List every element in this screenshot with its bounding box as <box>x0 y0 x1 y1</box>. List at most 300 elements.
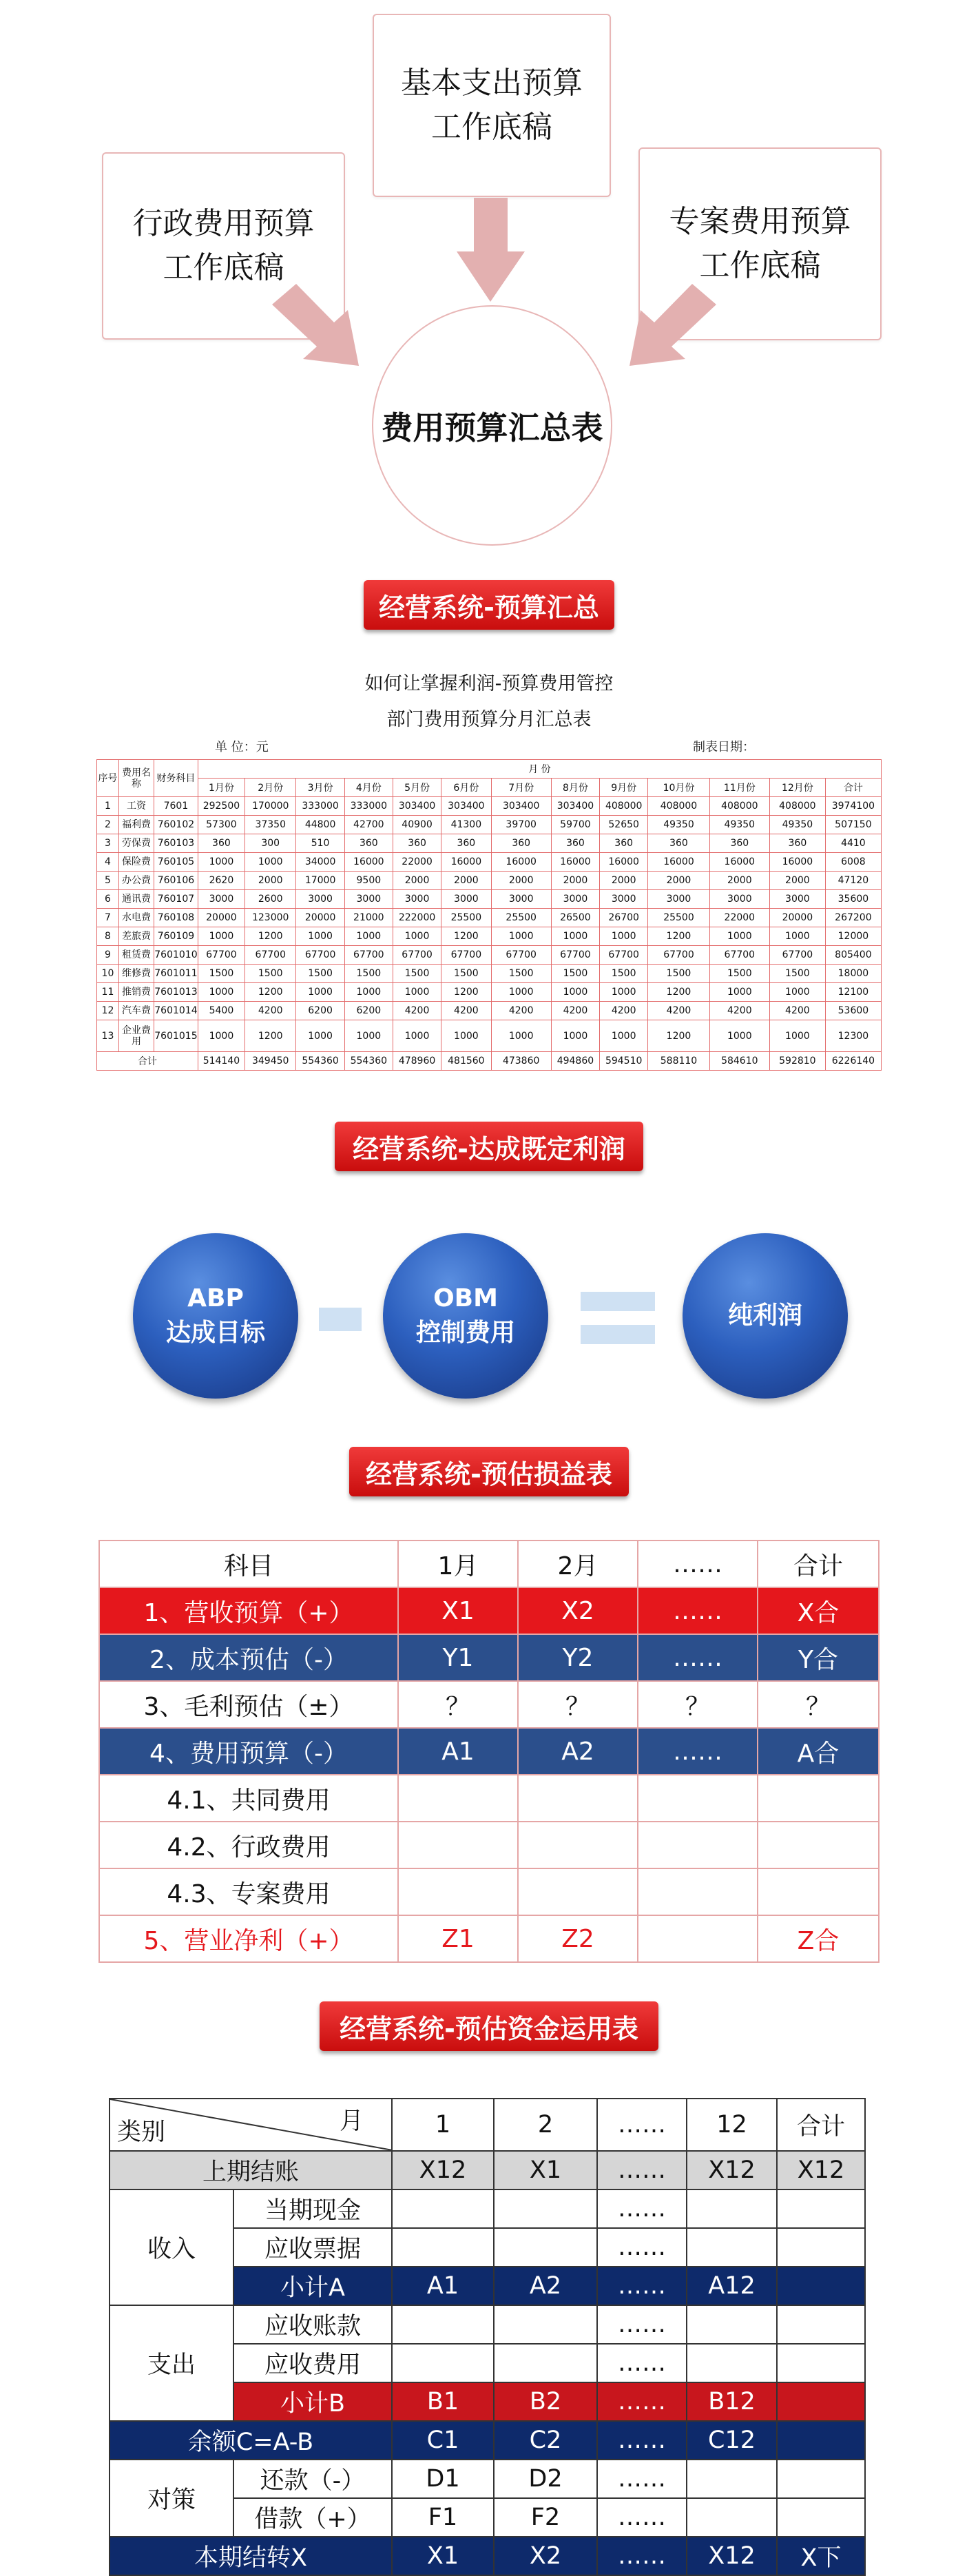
table-cell: 2000 <box>244 872 296 890</box>
table-cell: 1000 <box>600 927 648 946</box>
table-cell: 2000 <box>491 872 551 890</box>
table-cell: 67700 <box>551 946 599 965</box>
table-cell: 1000 <box>600 983 648 1002</box>
table-cell: 7601010 <box>154 946 198 965</box>
pl-value-cell <box>638 1822 758 1868</box>
pl-row <box>99 1728 879 1775</box>
pl-forecast-table <box>98 1540 880 1963</box>
month-header-cell: 9月份 <box>600 779 648 797</box>
pl-value-cell: X合 <box>758 1587 879 1634</box>
table-cell: 4200 <box>393 1002 441 1020</box>
table-cell: 3000 <box>769 890 825 909</box>
table-cell: 2000 <box>648 872 709 890</box>
table-cell: 300 <box>244 834 296 853</box>
table-cell: 租赁费 <box>118 946 154 965</box>
pl-header-row <box>99 1541 879 1587</box>
table-cell: 3000 <box>441 890 491 909</box>
table-cell: 2000 <box>769 872 825 890</box>
table-cell: 40900 <box>393 816 441 834</box>
table-cell: 1000 <box>551 927 599 946</box>
table-cell: 12300 <box>825 1020 881 1052</box>
pl-row <box>99 1915 879 1962</box>
cash-value-cell <box>392 2344 494 2382</box>
cash-value-cell <box>392 2228 494 2267</box>
cash-value-cell: …… <box>597 2228 687 2267</box>
cash-item-label: 应收票据 <box>233 2228 392 2267</box>
pl-value-cell <box>518 1868 638 1915</box>
table-cell: 4200 <box>600 1002 648 1020</box>
cash-value-cell <box>687 2498 777 2537</box>
cash-group-label: 收入 <box>110 2189 233 2305</box>
table-cell: 1000 <box>393 983 441 1002</box>
cash-item-label: 应收费用 <box>233 2344 392 2382</box>
table-cell: 7601 <box>154 797 198 816</box>
cash-value-cell <box>777 2344 865 2382</box>
cash-value-cell: C2 <box>494 2421 597 2460</box>
cash-value-cell: X12 <box>392 2151 494 2189</box>
cash-value-cell: X12 <box>687 2151 777 2189</box>
table-cell: 360 <box>198 834 244 853</box>
basic-expense-worksheet-box: 基本支出预算 工作底稿 <box>373 14 611 197</box>
table-cell: 760106 <box>154 872 198 890</box>
total-cell: 349450 <box>244 1052 296 1071</box>
corner-month-label: 月 <box>339 2108 364 2135</box>
cash-value-cell: …… <box>597 2305 687 2344</box>
pl-value-cell: X2 <box>518 1587 638 1634</box>
table-cell: 5400 <box>198 1002 244 1020</box>
table-cell: 1000 <box>296 927 344 946</box>
table-cell: 3974100 <box>825 797 881 816</box>
pl-value-cell: A2 <box>518 1728 638 1775</box>
table-cell: 360 <box>491 834 551 853</box>
table-cell: 67700 <box>393 946 441 965</box>
cash-value-cell: D2 <box>494 2460 597 2498</box>
table-cell: 20000 <box>198 909 244 927</box>
month-header-cell: 10月份 <box>648 779 709 797</box>
table-cell: 3000 <box>296 890 344 909</box>
table-cell: 41300 <box>441 816 491 834</box>
table-cell: 1000 <box>769 927 825 946</box>
cash-group-label: 支出 <box>110 2305 233 2421</box>
table-cell: 汽车费 <box>118 1002 154 1020</box>
table-cell: 2000 <box>600 872 648 890</box>
table-cell: 4200 <box>441 1002 491 1020</box>
table-cell: 16000 <box>769 853 825 872</box>
cash-row <box>110 2537 865 2575</box>
table-cell: 44800 <box>296 816 344 834</box>
table-cell: 7601014 <box>154 1002 198 1020</box>
table-cell: 2600 <box>244 890 296 909</box>
table-cell: 2000 <box>441 872 491 890</box>
cash-forecast-table <box>109 2098 866 2576</box>
table-cell: 2000 <box>393 872 441 890</box>
abp-goal-label: 达成目标 <box>165 1319 265 1347</box>
corner-category-label: 类别 <box>117 2119 166 2146</box>
table-cell: 1500 <box>491 965 551 983</box>
table-cell: 6200 <box>344 1002 393 1020</box>
table-cell: 1000 <box>491 927 551 946</box>
project-expense-worksheet-box: 专案费用预算 工作底稿 <box>638 147 882 340</box>
table-cell: 760102 <box>154 816 198 834</box>
table-cell: 123000 <box>244 909 296 927</box>
table-cell: 12 <box>97 1002 119 1020</box>
cash-value-cell: X12 <box>777 2151 865 2189</box>
minus-sign <box>319 1308 362 1331</box>
arrow-down-left <box>630 284 716 366</box>
table-cell: 1200 <box>244 983 296 1002</box>
pl-value-cell: Y合 <box>758 1634 879 1681</box>
pl-row <box>99 1822 879 1868</box>
total-cell: 6226140 <box>825 1052 881 1071</box>
month-header-cell: 合计 <box>825 779 881 797</box>
abp-label: ABP <box>187 1284 244 1312</box>
pl-item-label: 2、成本预估（-） <box>99 1634 398 1681</box>
cash-value-cell <box>687 2305 777 2344</box>
obm-label: OBM <box>433 1284 498 1312</box>
table-cell: 67700 <box>648 946 709 965</box>
table-cell: 16000 <box>600 853 648 872</box>
cash-value-cell <box>687 2460 777 2498</box>
table-cell: 360 <box>441 834 491 853</box>
table-cell: 1500 <box>600 965 648 983</box>
table-cell: 303400 <box>441 797 491 816</box>
pl-item-label: 3、毛利预估（±） <box>99 1681 398 1728</box>
table-row <box>97 1020 882 1052</box>
cash-value-cell: …… <box>597 2344 687 2382</box>
table-cell: 1000 <box>344 983 393 1002</box>
table-cell: 26500 <box>551 909 599 927</box>
total-row <box>97 1052 882 1071</box>
cash-value-cell: C12 <box>687 2421 777 2460</box>
table-cell: 222000 <box>393 909 441 927</box>
pl-value-cell: A1 <box>398 1728 518 1775</box>
table-cell: 8 <box>97 927 119 946</box>
table-cell: 3000 <box>709 890 769 909</box>
table-cell: 5 <box>97 872 119 890</box>
table-cell: 2620 <box>198 872 244 890</box>
cash-value-cell: …… <box>597 2151 687 2189</box>
table-cell: 1200 <box>648 1020 709 1052</box>
cash-row <box>110 2421 865 2460</box>
monthly-title: 如何让掌握利润-预算费用管控 <box>364 673 614 694</box>
table-cell: 9 <box>97 946 119 965</box>
total-cell: 554360 <box>344 1052 393 1071</box>
pl-header-cell: 1月 <box>398 1541 518 1587</box>
table-cell: 22000 <box>393 853 441 872</box>
month-header-cell: 11月份 <box>709 779 769 797</box>
obm-cost-ball <box>383 1233 548 1399</box>
pl-row <box>99 1587 879 1634</box>
table-cell: 16000 <box>709 853 769 872</box>
table-cell: 20000 <box>769 909 825 927</box>
table-cell: 67700 <box>491 946 551 965</box>
pl-item-label: 4.1、共同费用 <box>99 1775 398 1822</box>
cash-value-cell: C1 <box>392 2421 494 2460</box>
table-cell: 1000 <box>769 983 825 1002</box>
table-cell: 67700 <box>769 946 825 965</box>
table-cell: 3000 <box>344 890 393 909</box>
table-cell: 1000 <box>198 927 244 946</box>
table-row <box>97 872 882 890</box>
table-row <box>97 927 882 946</box>
table-cell: 408000 <box>709 797 769 816</box>
cash-value-cell <box>777 2460 865 2498</box>
cash-value-cell <box>687 2344 777 2382</box>
month-header-cell: 12月份 <box>769 779 825 797</box>
pl-value-cell <box>758 1822 879 1868</box>
cash-item-label: 本期结转X <box>110 2537 392 2575</box>
cash-value-cell: F2 <box>494 2498 597 2537</box>
table-cell: 1000 <box>296 1020 344 1052</box>
admin-expense-worksheet-box: 行政费用预算 工作底稿 <box>102 152 345 340</box>
total-cell: 594510 <box>600 1052 648 1071</box>
pl-value-cell: …… <box>638 1587 758 1634</box>
pl-value-cell: ？ <box>638 1681 758 1728</box>
table-cell: 333000 <box>296 797 344 816</box>
net-profit-ball <box>683 1233 848 1399</box>
pl-value-cell: Y1 <box>398 1634 518 1681</box>
table-cell: 67700 <box>709 946 769 965</box>
pl-value-cell: Z合 <box>758 1915 879 1962</box>
table-cell: 34000 <box>296 853 344 872</box>
arrow-down-right <box>272 284 359 366</box>
cash-value-cell: D1 <box>392 2460 494 2498</box>
date-label: 制表日期： <box>693 740 755 754</box>
table-cell: 360 <box>551 834 599 853</box>
pl-value-cell <box>758 1775 879 1822</box>
pl-header-cell: 合计 <box>758 1541 879 1587</box>
cash-value-cell <box>494 2344 597 2382</box>
cash-col-header: …… <box>597 2099 687 2151</box>
table-cell: 170000 <box>244 797 296 816</box>
table-cell: 37350 <box>244 816 296 834</box>
month-header-cell: 4月份 <box>344 779 393 797</box>
table-cell: 1500 <box>441 965 491 983</box>
pl-value-cell: X1 <box>398 1587 518 1634</box>
cash-value-cell <box>777 2382 865 2421</box>
table-cell: 67700 <box>344 946 393 965</box>
table-cell: 1000 <box>709 983 769 1002</box>
col-header-index: 序号 <box>97 760 119 797</box>
table-cell: 1500 <box>393 965 441 983</box>
cash-value-cell <box>687 2189 777 2228</box>
cash-item-label: 应收账款 <box>233 2305 392 2344</box>
table-cell: 3000 <box>648 890 709 909</box>
table-row <box>97 965 882 983</box>
cash-col-header: 合计 <box>777 2099 865 2151</box>
table-cell: 333000 <box>344 797 393 816</box>
table-cell: 3000 <box>491 890 551 909</box>
monthly-subtitle: 部门费用预算分月汇总表 <box>386 709 592 730</box>
table-cell: 39700 <box>491 816 551 834</box>
table-cell: 57300 <box>198 816 244 834</box>
table-cell: 760108 <box>154 909 198 927</box>
table-cell: 4200 <box>244 1002 296 1020</box>
table-cell: 16000 <box>441 853 491 872</box>
table-cell: 67700 <box>600 946 648 965</box>
table-row <box>97 816 882 834</box>
pl-header-cell: 科目 <box>99 1541 398 1587</box>
cash-value-cell: A2 <box>494 2267 597 2305</box>
table-cell: 67700 <box>198 946 244 965</box>
table-cell: 26700 <box>600 909 648 927</box>
table-cell: 1500 <box>648 965 709 983</box>
month-header-row <box>97 779 882 797</box>
pl-value-cell: Z2 <box>518 1915 638 1962</box>
table-cell: 360 <box>709 834 769 853</box>
table-cell: 4200 <box>769 1002 825 1020</box>
pl-value-cell <box>518 1822 638 1868</box>
unit-label: 单 位：元 <box>215 740 269 754</box>
table-cell: 49350 <box>769 816 825 834</box>
table-cell: 16000 <box>648 853 709 872</box>
table-cell: 2000 <box>709 872 769 890</box>
cash-value-cell: …… <box>597 2498 687 2537</box>
cash-row <box>110 2305 865 2344</box>
section-banner-cash-forecast: 经营系统-预估资金运用表 <box>320 2001 658 2051</box>
table-header-row <box>97 760 882 779</box>
table-cell: 760109 <box>154 927 198 946</box>
table-cell: 760107 <box>154 890 198 909</box>
table-cell: 303400 <box>551 797 599 816</box>
pl-value-cell: ？ <box>398 1681 518 1728</box>
table-cell: 760103 <box>154 834 198 853</box>
table-cell: 1000 <box>491 983 551 1002</box>
table-cell: 1000 <box>198 853 244 872</box>
table-cell: 福利费 <box>118 816 154 834</box>
pl-value-cell <box>518 1775 638 1822</box>
cash-value-cell <box>494 2189 597 2228</box>
table-cell: 1000 <box>551 1020 599 1052</box>
table-cell: 47120 <box>825 872 881 890</box>
table-cell: 360 <box>393 834 441 853</box>
table-cell: 3000 <box>600 890 648 909</box>
table-cell: 12000 <box>825 927 881 946</box>
prev-balance-row <box>110 2151 865 2189</box>
table-cell: 20000 <box>296 909 344 927</box>
table-cell: 67700 <box>296 946 344 965</box>
expense-budget-summary-circle: 费用预算汇总表 <box>372 305 612 546</box>
cash-item-label: 小计A <box>233 2267 392 2305</box>
table-cell: 4200 <box>551 1002 599 1020</box>
cash-value-cell <box>777 2228 865 2267</box>
table-cell: 1000 <box>600 1020 648 1052</box>
table-cell: 1000 <box>441 1020 491 1052</box>
table-cell: 1200 <box>244 1020 296 1052</box>
table-cell: 805400 <box>825 946 881 965</box>
cash-value-cell <box>777 2498 865 2537</box>
table-cell: 保险费 <box>118 853 154 872</box>
total-cell: 494860 <box>551 1052 599 1071</box>
total-cell: 554360 <box>296 1052 344 1071</box>
table-row <box>97 797 882 816</box>
table-cell: 16000 <box>551 853 599 872</box>
cash-row <box>110 2460 865 2498</box>
table-cell: 1500 <box>198 965 244 983</box>
table-cell: 18000 <box>825 965 881 983</box>
cash-value-cell: …… <box>597 2537 687 2575</box>
table-cell: 303400 <box>491 797 551 816</box>
pl-item-label: 5、营业净利（+） <box>99 1915 398 1962</box>
table-cell: 1200 <box>648 927 709 946</box>
pl-row <box>99 1681 879 1728</box>
table-cell: 22000 <box>709 909 769 927</box>
section-banner-budget-summary: 经营系统-预算汇总 <box>364 580 614 630</box>
cash-item-label: 借款（+） <box>233 2498 392 2537</box>
cash-value-cell: …… <box>597 2382 687 2421</box>
table-cell: 10 <box>97 965 119 983</box>
section-banner-profit-target: 经营系统-达成既定利润 <box>335 1122 643 1171</box>
table-cell: 25500 <box>491 909 551 927</box>
pl-item-label: 4.2、行政费用 <box>99 1822 398 1868</box>
cash-value-cell: X1 <box>494 2151 597 2189</box>
table-cell: 7601013 <box>154 983 198 1002</box>
cash-value-cell <box>777 2421 865 2460</box>
table-cell: 760105 <box>154 853 198 872</box>
net-profit-label: 纯利润 <box>727 1301 802 1330</box>
cash-value-cell: X2 <box>494 2537 597 2575</box>
arrow-down <box>457 198 525 302</box>
month-header-cell: 7月份 <box>491 779 551 797</box>
table-cell: 维修费 <box>118 965 154 983</box>
table-cell: 1000 <box>491 1020 551 1052</box>
cash-header-row <box>110 2099 865 2151</box>
col-header-months: 月 份 <box>198 760 881 779</box>
cash-value-cell: X12 <box>687 2537 777 2575</box>
table-cell: 360 <box>600 834 648 853</box>
pl-item-label: 4、费用预算（-） <box>99 1728 398 1775</box>
pl-value-cell: Y2 <box>518 1634 638 1681</box>
table-cell: 劳保费 <box>118 834 154 853</box>
cash-value-cell: B1 <box>392 2382 494 2421</box>
section-banner-pl-forecast: 经营系统-预估损益表 <box>349 1447 629 1496</box>
pl-item-label: 1、营收预算（+） <box>99 1587 398 1634</box>
col-header-account: 财务科目 <box>154 760 198 797</box>
table-cell: 49350 <box>709 816 769 834</box>
month-header-cell: 3月份 <box>296 779 344 797</box>
cash-value-cell <box>777 2305 865 2344</box>
total-cell: 588110 <box>648 1052 709 1071</box>
table-cell: 21000 <box>344 909 393 927</box>
cash-col-header: 12 <box>687 2099 777 2151</box>
table-cell: 1500 <box>296 965 344 983</box>
table-row <box>97 946 882 965</box>
table-cell: 2 <box>97 816 119 834</box>
table-cell: 507150 <box>825 816 881 834</box>
table-cell: 办公费 <box>118 872 154 890</box>
cash-value-cell: A1 <box>392 2267 494 2305</box>
month-header-cell: 6月份 <box>441 779 491 797</box>
pl-value-cell <box>638 1775 758 1822</box>
pl-value-cell <box>398 1868 518 1915</box>
table-cell: 13 <box>97 1020 119 1052</box>
cash-value-cell <box>687 2228 777 2267</box>
cash-value-cell <box>777 2189 865 2228</box>
table-cell: 67700 <box>441 946 491 965</box>
table-cell: 16000 <box>344 853 393 872</box>
table-cell: 7 <box>97 909 119 927</box>
table-cell: 3000 <box>198 890 244 909</box>
table-row <box>97 834 882 853</box>
total-cell: 478960 <box>393 1052 441 1071</box>
table-cell: 1200 <box>244 927 296 946</box>
table-cell: 企业费用 <box>118 1020 154 1052</box>
table-cell: 1200 <box>441 983 491 1002</box>
pl-value-cell: ？ <box>518 1681 638 1728</box>
cash-value-cell: B12 <box>687 2382 777 2421</box>
pl-value-cell: A合 <box>758 1728 879 1775</box>
table-row <box>97 890 882 909</box>
